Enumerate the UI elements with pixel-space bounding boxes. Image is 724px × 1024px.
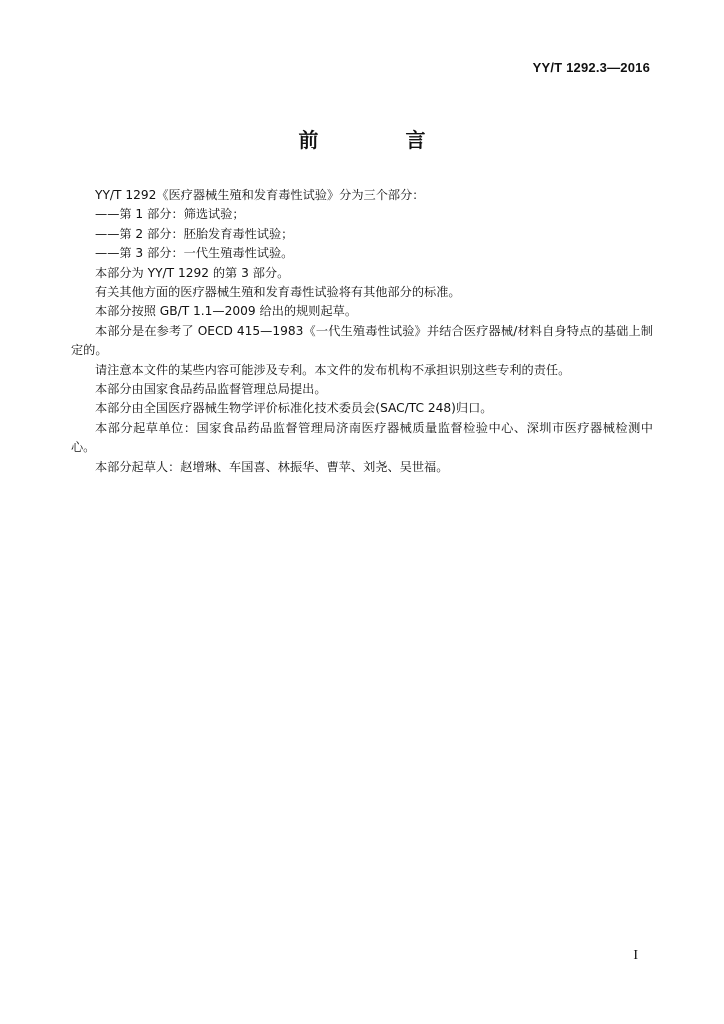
- paragraph-other-parts: 有关其他方面的医疗器械生殖和发育毒性试验将有其他部分的标准。: [95, 285, 461, 300]
- paragraph-drafting-rules: 本部分按照 GB/T 1.1—2009 给出的规则起草。: [95, 304, 358, 319]
- paragraph-this-part: 本部分为 YY/T 1292 的第 3 部分。: [95, 265, 290, 280]
- paragraph-patent: 请注意本文件的某些内容可能涉及专利。本文件的发布机构不承担识别这些专利的责任。: [95, 362, 571, 377]
- paragraph-part-3: ——第 3 部分：一代生殖毒性试验。: [95, 246, 294, 261]
- paragraph-drafting-units: 本部分起草单位：国家食品药品监督管理局济南医疗器械质量监督检验中心、深圳市医疗器械检测中心。: [71, 420, 653, 455]
- paragraph-intro: YY/T 1292《医疗器械生殖和发育毒性试验》分为三个部分：: [95, 188, 425, 202]
- paragraph-part-1: ——第 1 部分：筛选试验；: [95, 207, 245, 222]
- paragraph-centralized-by: 本部分由全国医疗器械生物学评价标准化技术委员会(SAC/TC 248)归口。: [95, 401, 493, 416]
- page-title: 前 言: [298, 128, 466, 152]
- paragraph-part-2: ——第 2 部分：胚胎发育毒性试验；: [95, 226, 294, 241]
- foreword-body: [71, 186, 653, 477]
- page-number: I: [633, 948, 638, 963]
- standard-code: YY/T 1292.3—2016: [532, 60, 650, 75]
- paragraph-proposed-by: 本部分由国家食品药品监督管理总局提出。: [95, 382, 327, 397]
- paragraph-reference: 本部分是在参考了 OECD 415—1983《一代生殖毒性试验》并结合医疗器械/材料自身特点的基础上制定的。: [71, 323, 653, 358]
- paragraph-drafters: 本部分起草人：赵增琳、车国喜、林振华、曹苹、刘尧、吴世福。: [95, 459, 449, 474]
